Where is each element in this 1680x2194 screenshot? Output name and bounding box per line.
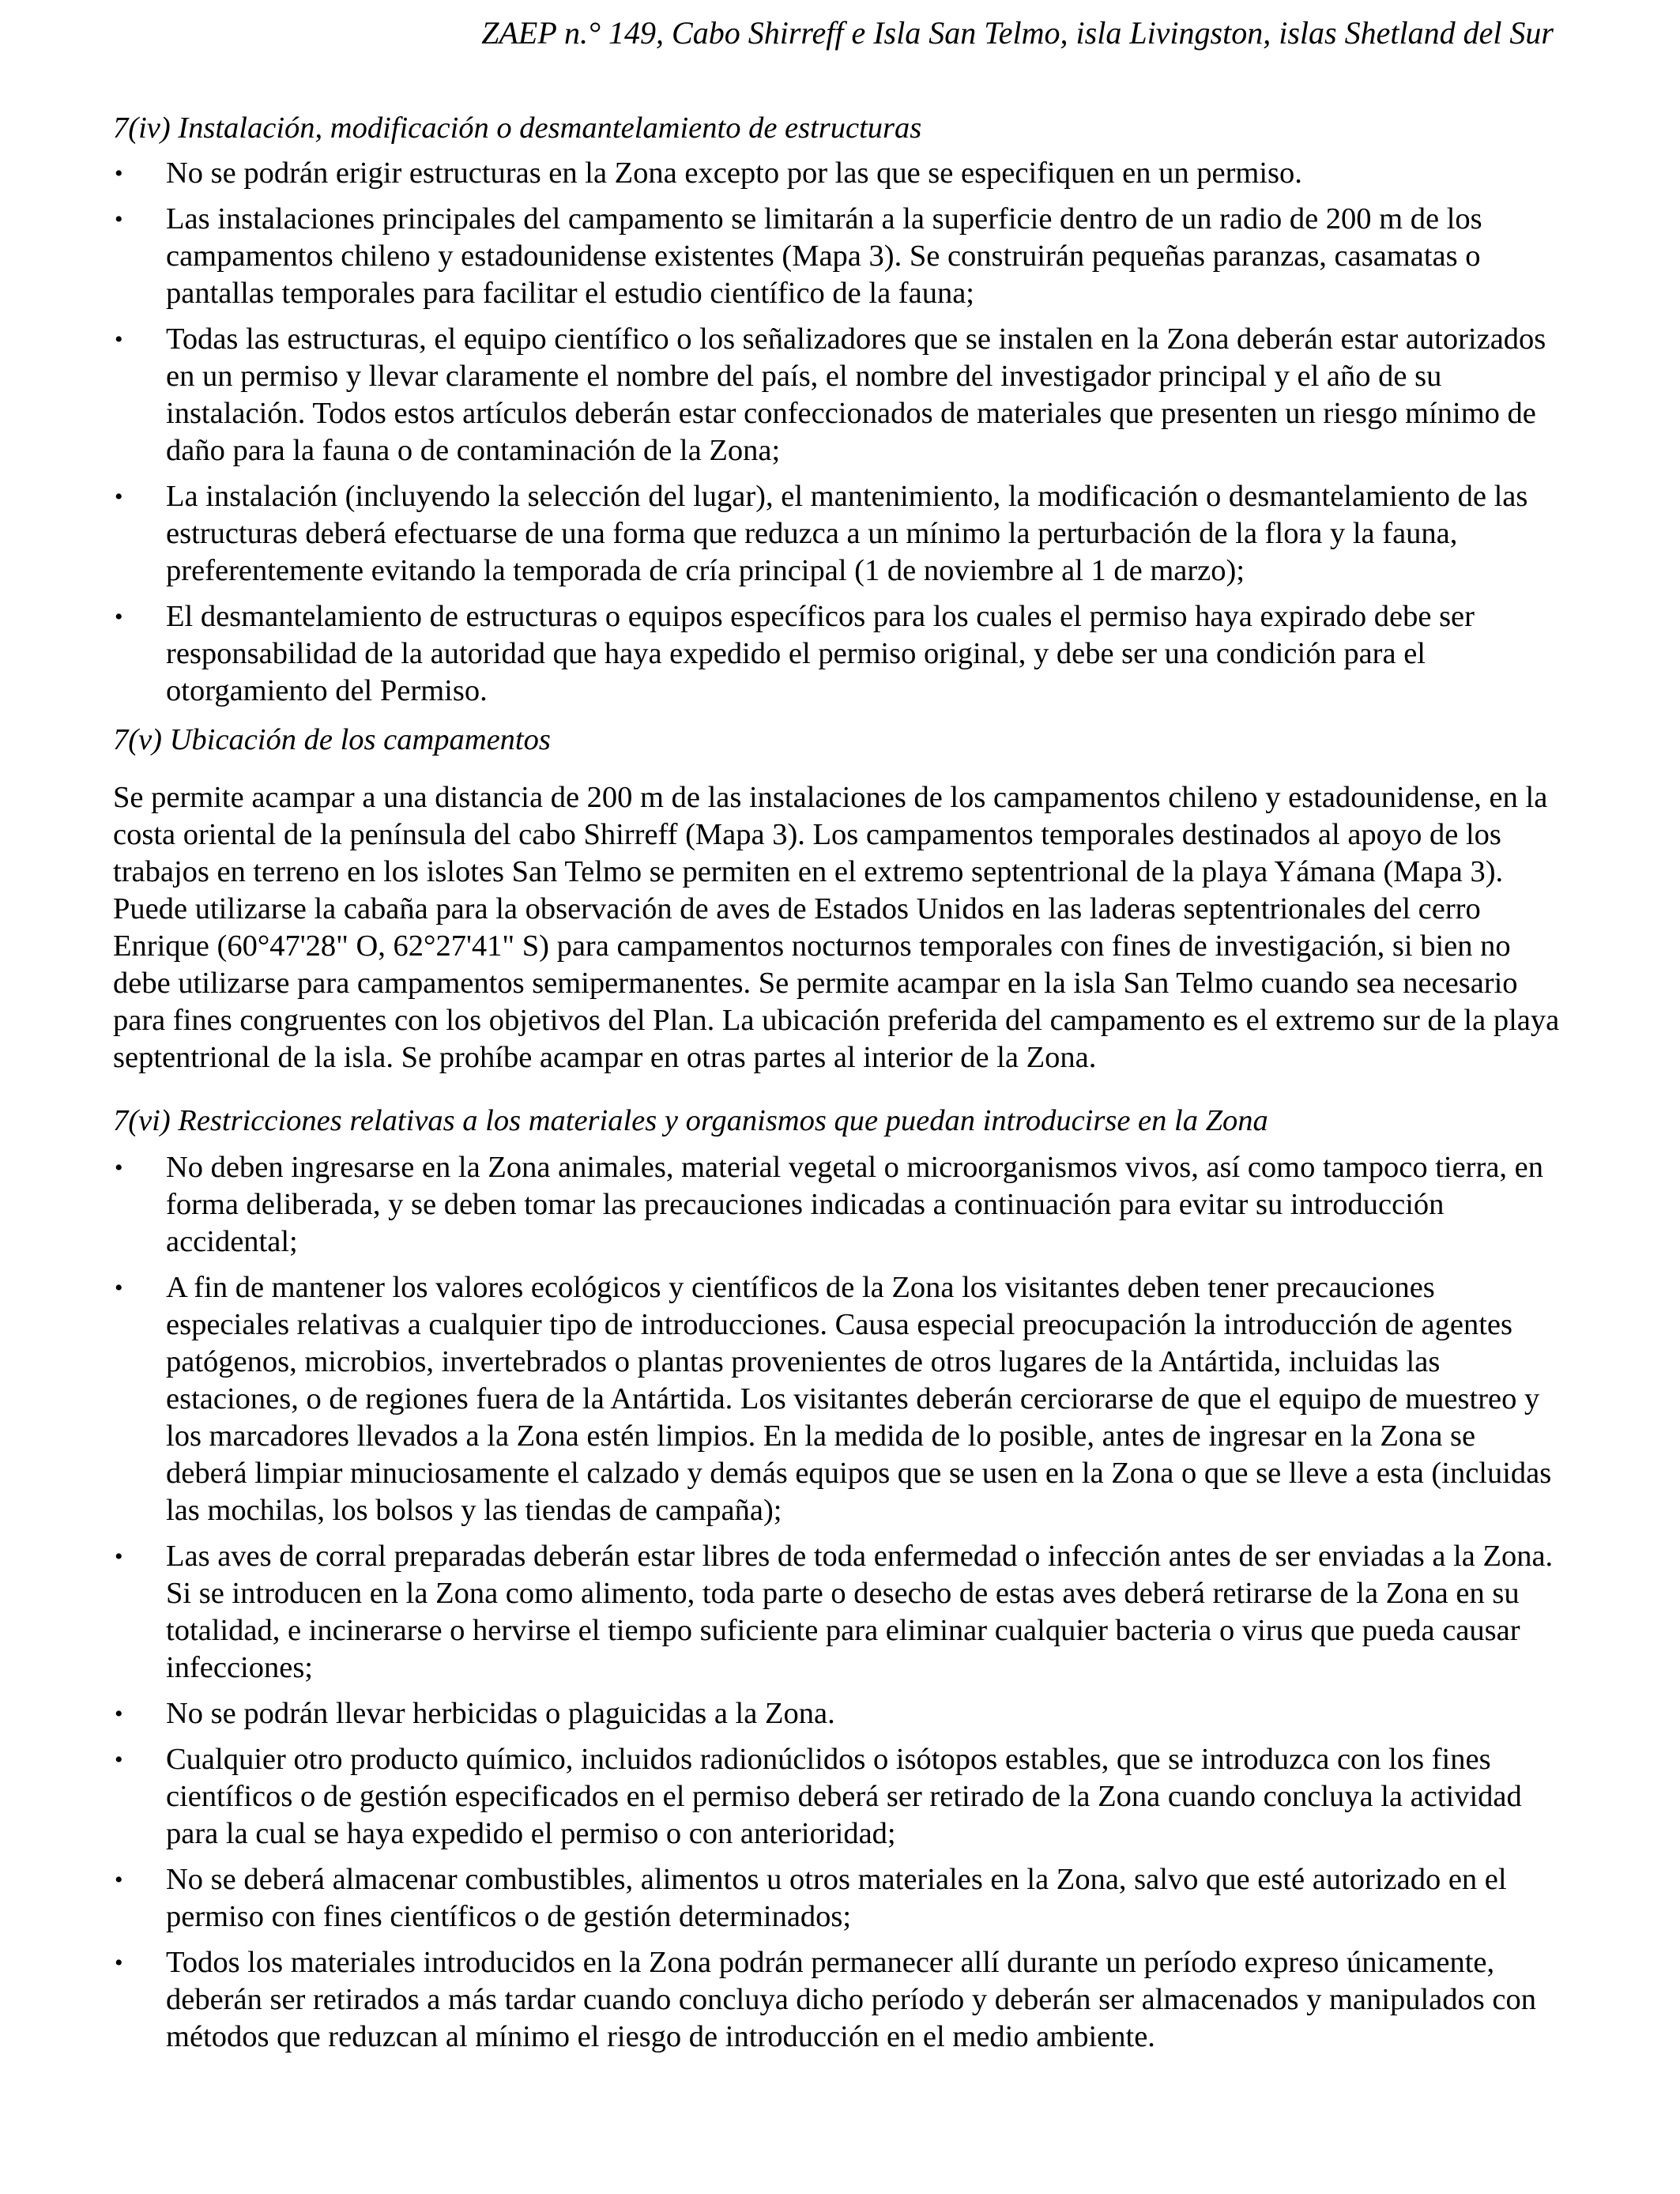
page-content bbox=[113, 107, 1561, 2064]
list-item-text: No se deberá almacenar combustibles, alimentos u otros materiales en la Zona, salvo que esté autorizado en el permiso con fines científicos o de gestión determinados; bbox=[166, 1863, 1507, 1933]
list-item bbox=[113, 598, 1561, 710]
running-header: ZAEP n.° 149, Cabo Shirreff e Isla San Telmo, isla Livingston, islas Shetland del Sur bbox=[481, 15, 1554, 51]
list-item bbox=[113, 1861, 1561, 1936]
bullet-list-iv bbox=[113, 155, 1561, 710]
bullet-list-vi bbox=[113, 1149, 1561, 2056]
list-item bbox=[113, 155, 1561, 192]
list-item bbox=[113, 1538, 1561, 1687]
bullet-icon: • bbox=[115, 1275, 123, 1301]
list-item bbox=[113, 321, 1561, 469]
list-item-text: Las instalaciones principales del campamento se limitarán a la superficie dentro de un radio de 200 m de los campamentos chileno y estadounidense existentes (Mapa 3). Se construirán pequeñas paranzas, casamatas o pantallas temporales para facilitar el estudio científico de la fauna; bbox=[166, 202, 1482, 310]
bullet-icon: • bbox=[115, 1544, 123, 1570]
list-item-text: No deben ingresarse en la Zona animales, material vegetal o microorganismos vivos, así como tampoco tierra, en forma deliberada, y se deben tomar las precauciones indicadas a continuación para evitar su introducción accidental; bbox=[166, 1151, 1543, 1258]
list-item-text: No se podrán llevar herbicidas o plaguicidas a la Zona. bbox=[166, 1697, 835, 1730]
bullet-icon: • bbox=[115, 1747, 123, 1773]
list-item bbox=[113, 478, 1561, 590]
bullet-icon: • bbox=[115, 1867, 123, 1893]
list-item bbox=[113, 1695, 1561, 1732]
bullet-icon: • bbox=[115, 206, 123, 232]
list-item bbox=[113, 1269, 1561, 1529]
list-item-text: Todas las estructuras, el equipo científico o los señalizadores que se instalen en la Zona deberán estar autorizados en un permiso y llevar claramente el nombre del país, el nombre del investigador principal y el año de su instalación. Todos estos artículos deberán estar confeccionados de materiales que presenten un riesgo mínimo de daño para la fauna o de contaminación de la Zona; bbox=[166, 322, 1546, 467]
bullet-icon: • bbox=[115, 1950, 123, 1976]
bullet-icon: • bbox=[115, 160, 123, 187]
section-heading-vi: 7(vi) Restricciones relativas a los materiales y organismos que puedan introducirse en la Zona bbox=[113, 1104, 1268, 1137]
list-item bbox=[113, 201, 1561, 312]
bullet-icon: • bbox=[115, 326, 123, 352]
list-item bbox=[113, 1944, 1561, 2056]
list-item bbox=[113, 1741, 1561, 1853]
bullet-icon: • bbox=[115, 604, 123, 630]
section-heading-iv: 7(iv) Instalación, modificación o desmantelamiento de estructuras bbox=[113, 111, 922, 145]
list-item-text: A fin de mantener los valores ecológicos y científicos de la Zona los visitantes deben tener precauciones especiales relativas a cualquier tipo de introducciones. Causa especial preocupación la introducción de agentes patógenos, microbios, invertebrados o plantas provenientes de otros lugares de la Antártida, incluidas las estaciones, o de regiones fuera de la Antártida. Los visitantes deberán cerciorarse de que el equipo de muestreo y los marcadores llevados a la Zona estén limpios. En la medida de lo posible, antes de ingresar en la Zona se deberá limpiar minuciosamente el calzado y demás equipos que se usen en la Zona o que se lleve a esta (incluidas las mochilas, los bolsos y las tiendas de campaña); bbox=[166, 1271, 1552, 1527]
bullet-icon: • bbox=[115, 1155, 123, 1181]
list-item-text: Las aves de corral preparadas deberán estar libres de toda enfermedad o infección antes de ser enviadas a la Zona. Si se introducen en la Zona como alimento, toda parte o desecho de estas aves deberá retirarse de la Zona en su totalidad, e incinerarse o hervirse el tiempo suficiente para eliminar cualquier bacteria o virus que pueda causar infecciones; bbox=[166, 1540, 1554, 1684]
bullet-icon: • bbox=[115, 1701, 123, 1727]
list-item-text: El desmantelamiento de estructuras o equipos específicos para los cuales el permiso haya expirado debe ser responsabilidad de la autoridad que haya expedido el permiso original, y debe ser una condición para el otorgamiento del Permiso. bbox=[166, 600, 1475, 707]
list-item-text: Cualquier otro producto químico, incluidos radionúclidos o isótopos estables, que se introduzca con los fines científicos o de gestión especificados en el permiso deberá ser retirado de la Zona cuando concluya la actividad para la cual se haya expedido el permiso o con anterioridad; bbox=[166, 1743, 1522, 1850]
list-item bbox=[113, 1149, 1561, 1261]
section-paragraph-v: Se permite acampar a una distancia de 200 m de las instalaciones de los campamentos chileno y estadounidense, en la costa oriental de la península del cabo Shirreff (Mapa 3). Los campamentos temporales destinados al apoyo de los trabajos en terreno en los islotes San Telmo se permiten en el extremo septentrional de la playa Yámana (Mapa 3). Puede utilizarse la cabaña para la observación de aves de Estados Unidos en las laderas septentrionales del cerro Enrique (60°47'28" O, 62°27'41" S) para campamentos nocturnos temporales con fines de investigación, si bien no debe utilizarse para campamentos semipermanentes. Se permite acampar en la isla San Telmo cuando sea necesario para fines congruentes con los objetivos del Plan. La ubicación preferida del campamento es el extremo sur de la playa septentrional de la isla. Se prohíbe acampar en otras partes al interior de la Zona. bbox=[113, 781, 1560, 1074]
bullet-icon: • bbox=[115, 484, 123, 510]
list-item-text: Todos los materiales introducidos en la Zona podrán permanecer allí durante un período expreso únicamente, deberán ser retirados a más tardar cuando concluya dicho período y deberán ser almacenados y manipulados con métodos que reduzcan al mínimo el riesgo de introducción en el medio ambiente. bbox=[166, 1946, 1536, 2053]
list-item-text: La instalación (incluyendo la selección del lugar), el mantenimiento, la modificación o desmantelamiento de las estructuras deberá efectuarse de una forma que reduzca a un mínimo la perturbación de la flora y la fauna, preferentemente evitando la temporada de cría principal (1 de noviembre al 1 de marzo); bbox=[166, 480, 1528, 587]
section-heading-v: 7(v) Ubicación de los campamentos bbox=[113, 723, 551, 756]
list-item-text: No se podrán erigir estructuras en la Zona excepto por las que se especifiquen en un permiso. bbox=[166, 156, 1302, 190]
